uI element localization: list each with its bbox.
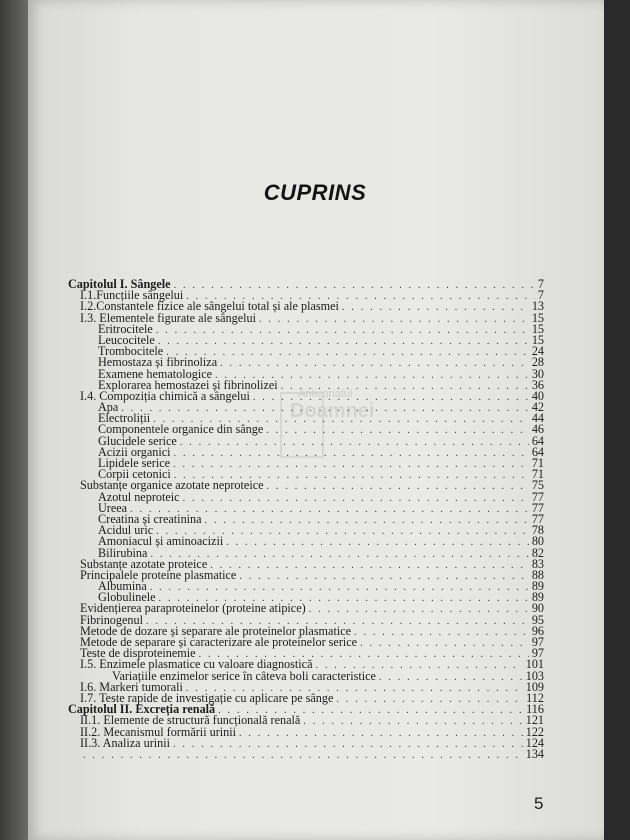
toc-dot-leader <box>239 571 528 582</box>
toc-entry-page: 101 <box>525 657 544 672</box>
toc-entry-page: 28 <box>531 355 544 370</box>
toc-entry-page: 97 <box>531 646 544 661</box>
toc-entry-title: Albumina <box>98 579 147 594</box>
toc-dot-leader <box>342 302 529 313</box>
toc-entry-title: Ureea <box>98 500 128 515</box>
toc-dot-leader <box>281 381 529 392</box>
toc-entry-page: 71 <box>531 467 544 482</box>
toc-entry-title: Capitolul I. Sângele <box>68 277 171 291</box>
toc-dot-leader <box>220 358 529 369</box>
toc-entry-title: II.2. Mecanismul formării urinii <box>80 724 237 739</box>
toc-dot-leader <box>266 425 529 436</box>
toc-entry-page: 7 <box>537 288 544 303</box>
toc-entry-page: 83 <box>531 556 544 571</box>
toc-entry-page: 64 <box>531 444 544 459</box>
toc-dot-leader <box>303 716 522 727</box>
page-number: 5 <box>534 794 544 813</box>
toc-entry-title: Evidențierea paraproteinelor (proteine atipice) <box>80 601 306 616</box>
toc-dot-leader <box>309 604 529 615</box>
toc-entry-page: 121 <box>525 713 544 728</box>
toc-entry <box>68 746 544 761</box>
toc-dot-leader <box>267 481 529 492</box>
watermark-line2: Doamnei <box>290 400 375 422</box>
toc-entry-page: 64 <box>531 433 544 448</box>
toc-entry-page: 112 <box>526 690 544 705</box>
toc-dot-leader <box>379 672 523 683</box>
toc-entry-page: 124 <box>525 735 544 750</box>
toc-entry-page: 77 <box>531 489 544 504</box>
toc-dot-leader <box>360 638 529 649</box>
toc-entry-title: Acizii organici <box>98 444 171 459</box>
toc-entry-page: 30 <box>531 366 544 381</box>
toc-entry-page: 96 <box>531 623 544 638</box>
toc-entry-page: 109 <box>525 679 544 694</box>
toc-entry-title: II.3. Analiza urinii <box>80 735 171 750</box>
toc-dot-leader <box>156 325 529 336</box>
toc-entry-page: 71 <box>531 456 544 470</box>
toc-entry-page: 24 <box>531 344 544 359</box>
toc-dot-leader <box>166 347 529 358</box>
watermark-line1: Anticariatul <box>298 388 353 400</box>
toc-dot-leader <box>83 750 523 761</box>
toc-dot-leader <box>173 739 523 750</box>
toc-entry-page: 90 <box>531 601 544 616</box>
toc-entry-page: 89 <box>531 590 544 605</box>
toc-entry-title: Glucidele serice <box>98 433 177 448</box>
toc-entry-title: Creatina și creatinina <box>98 511 202 526</box>
toc-entry <box>68 735 544 750</box>
toc-dot-leader <box>253 392 529 403</box>
toc-entry-title: Variațiile enzimelor serice în câteva boli caracteristice <box>112 668 376 683</box>
toc-dot-leader <box>150 582 529 593</box>
toc-entry-page: 78 <box>531 523 544 538</box>
toc-entry-title: Componentele organice din sânge <box>98 422 264 437</box>
toc-entry-page: 89 <box>531 579 544 594</box>
binding-shadow <box>0 0 28 840</box>
toc-entry-title: Examene hematologice <box>98 366 213 381</box>
toc-entry-page: 7 <box>537 277 544 291</box>
toc-entry-page: 80 <box>531 534 544 549</box>
toc-entry-page: 42 <box>531 400 544 415</box>
toc-entry-title: II.1. Elemente de structură funcțională renală <box>80 713 301 728</box>
toc-entry-title: I.1.Funcțiile sângelui <box>80 288 184 303</box>
toc-dot-leader <box>239 728 523 739</box>
toc-entry-title: Metode de dozare și separare ale proteinelor plasmatice <box>80 623 352 638</box>
toc-entry-page: 75 <box>531 478 544 493</box>
toc-entry-page: 77 <box>531 500 544 515</box>
toc-entry-page: 15 <box>531 310 544 325</box>
toc-dot-leader <box>183 493 529 504</box>
toc-entry-title: Acidul uric <box>98 523 154 538</box>
toc-entry-title: Explorarea hemostazei și fibrinolizei <box>98 377 278 392</box>
toc-dot-leader <box>226 537 529 548</box>
toc-dot-leader <box>121 403 529 414</box>
page-title: CUPRINS <box>263 180 367 205</box>
toc-entry-title: Substanțe azotate proteice <box>80 556 208 571</box>
toc-dot-leader <box>174 280 535 291</box>
toc-entry-title: Corpii cetonici <box>98 467 171 482</box>
toc-entry-page: 95 <box>531 612 544 627</box>
toc-entry-title: Capitolul II. Excreția renală <box>68 702 216 717</box>
toc-dot-leader <box>259 314 529 325</box>
toc-entry <box>68 388 544 403</box>
toc-entry-title: I.7. Teste rapide de investigație cu aplicare pe sânge <box>80 690 334 705</box>
table-of-contents <box>68 279 544 760</box>
toc-dot-leader <box>173 459 529 470</box>
toc-entry-page: 82 <box>531 545 544 560</box>
toc-entry-title: Eritrocitele <box>98 321 153 336</box>
toc-entry-title: Metode de separare și caracterizare ale proteinelor serice <box>80 635 358 649</box>
toc-entry-page: 122 <box>525 724 544 739</box>
toc-entry-title: Azotul neproteic <box>98 489 180 504</box>
toc-entry <box>68 489 544 504</box>
toc-dot-leader <box>174 448 529 459</box>
toc-entry-page: 44 <box>531 411 544 426</box>
toc-entry-page: 15 <box>531 332 544 347</box>
toc-entry-page: 13 <box>531 299 544 314</box>
toc-entry-title: I.6. Markeri tumorali <box>80 679 183 694</box>
toc-entry-title: I.5. Enzimele plasmatice cu valoare diagnostică <box>80 657 313 672</box>
toc-entry-title: Bilirubina <box>98 545 148 560</box>
toc-entry-page: 77 <box>531 511 544 526</box>
toc-entry-page: 103 <box>525 668 544 683</box>
toc-dot-leader <box>354 627 529 638</box>
toc-entry-page: 134 <box>525 746 544 761</box>
toc-dot-leader <box>210 560 529 571</box>
toc-entry-page: 40 <box>531 388 544 403</box>
toc-entry-title: Principalele proteine plasmatice <box>80 567 237 582</box>
toc-entry-title: Fibrinogenul <box>80 612 143 627</box>
toc-dot-leader <box>180 437 529 448</box>
toc-entry-page: 88 <box>531 567 544 582</box>
toc-entry-title: Electroliții <box>98 411 151 426</box>
toc-entry-page: 36 <box>531 377 544 392</box>
toc-entry-title: Globulinele <box>98 590 156 605</box>
toc-entry-title: I.4. Compoziția chimică a sângelui <box>80 388 250 403</box>
toc-entry-title: Lipidele serice <box>98 456 171 470</box>
toc-entry-title: Apa <box>98 400 119 415</box>
toc-dot-leader <box>205 515 529 526</box>
toc-entry-page: 116 <box>526 702 544 717</box>
toc-entry-title: I.3. Elementele figurate ale sângelui <box>80 310 256 325</box>
toc-dot-leader <box>158 336 529 347</box>
toc-entry-title: Amoniacul și aminoacizii <box>98 534 224 549</box>
toc-entry-page: 97 <box>531 635 544 649</box>
toc-entry-title: Leucocitele <box>98 332 155 347</box>
toc-entry-page: 46 <box>531 422 544 437</box>
toc-entry-title: Substanțe organice azotate neproteice <box>80 478 264 493</box>
toc-entry-title: I.2.Constantele fizice ale sângelui total și ale plasmei <box>80 299 339 314</box>
toc-entry-title: Hemostaza și fibrinoliza <box>98 355 218 370</box>
toc-dot-leader <box>336 694 523 705</box>
toc-entry-title: Teste de disproteinemie <box>80 646 196 661</box>
toc-entry-title: Trombocitele <box>98 344 164 359</box>
toc-entry-page: 15 <box>531 321 544 336</box>
